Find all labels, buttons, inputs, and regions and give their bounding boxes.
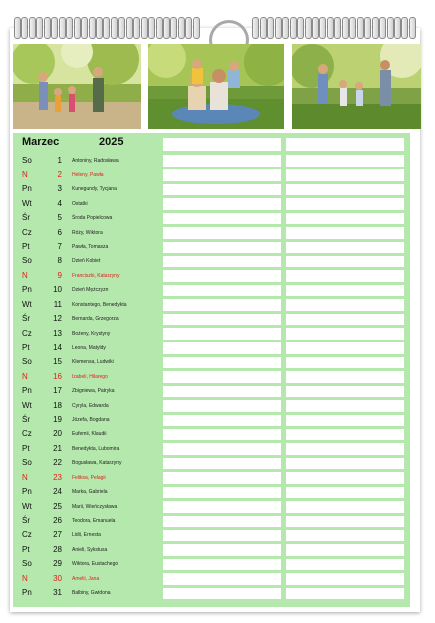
spiral-coil [319,17,326,39]
name-day-text: Balbiny, Gwidona [72,590,111,597]
notes-cell[interactable] [286,342,404,354]
day-number: 26 [53,516,62,525]
name-day-text: Marka, Gabriela [72,489,108,496]
weekday-label: N [22,472,28,482]
notes-cell[interactable] [163,588,281,600]
name-day-text: Pawła, Tomasza [72,244,109,251]
notes-cell[interactable] [286,429,404,441]
weekday-label: Wt [22,299,32,309]
notes-cell[interactable] [286,487,404,499]
notes-cell[interactable] [163,242,281,254]
notes-cell[interactable] [163,573,281,585]
name-day-text: Leona, Matyldy [72,344,106,351]
weekday-label: Śr [22,516,30,525]
notes-cell[interactable] [163,299,281,311]
spiral-coil [334,17,341,39]
spiral-coil [111,17,118,39]
day-row [0,211,435,225]
name-day-text: Feliksa, Pelagii [72,474,106,481]
weekday-label: Cz [22,530,32,540]
notes-cell[interactable] [163,400,281,412]
name-day-text: Dzień Kobiet [72,258,101,265]
family-walk-photo [13,44,141,129]
day-row [0,254,435,268]
day-number: 27 [53,530,62,540]
day-number: 3 [57,184,62,194]
day-number: 12 [53,314,62,324]
spiral-coil [141,17,148,39]
notes-cell[interactable] [163,386,281,398]
day-number: 24 [53,487,62,497]
spiral-coil [267,17,274,39]
day-row [0,586,435,600]
day-row [0,312,435,326]
day-row [0,528,435,542]
day-row [0,557,435,571]
name-day-text: Heleny, Pawła [72,171,104,178]
notes-cell[interactable] [163,501,281,513]
family-picnic-photo [148,44,284,129]
name-day-text: Józefa, Bogdana [72,417,110,424]
notes-cell[interactable] [286,314,404,326]
notes-cell[interactable] [286,516,404,528]
day-number: 23 [53,472,62,482]
spiral-coil [342,17,349,39]
day-number: 28 [53,544,62,554]
day-row [0,442,435,456]
name-day-text: Izabeli, Hilarego [72,373,108,380]
notes-cell[interactable] [163,155,281,167]
day-row [0,514,435,528]
spiral-coil [118,17,125,39]
notes-cell[interactable] [286,299,404,311]
notes-cell[interactable] [163,415,281,427]
notes-cell[interactable] [286,169,404,181]
day-number: 30 [53,573,62,583]
weekday-label: Śr [22,213,30,223]
day-row [0,283,435,297]
day-row [0,471,435,485]
name-day-text: Zbigniewa, Patryka [72,388,115,395]
name-day-text: Konstantego, Benedykta [72,301,127,308]
notes-cell[interactable] [163,458,281,470]
day-number: 13 [53,328,62,338]
name-day-text: Kunegundy, Tycjana [72,186,117,193]
weekday-label: Pn [22,487,32,497]
notes-cell[interactable] [163,198,281,210]
day-row [0,485,435,499]
weekday-label: Śr [22,314,30,324]
name-day-text: Bożeny, Krystyny [72,330,111,337]
notes-cell[interactable] [163,487,281,499]
weekday-label: Pt [22,342,30,352]
spiral-coil [349,17,356,39]
spiral-binding [10,17,420,39]
weekday-label: Wt [22,400,32,410]
spiral-coil [178,17,185,39]
notes-cell[interactable] [163,328,281,340]
name-day-text: Franciszki, Katarzyny [72,272,120,279]
spiral-coil [185,17,192,39]
day-number: 8 [57,256,62,266]
day-number: 4 [57,198,62,208]
spiral-coil [305,17,312,39]
weekday-label: So [22,256,32,266]
spiral-coil [81,17,88,39]
notes-cell[interactable] [286,501,404,513]
notes-column-1-header [163,138,281,151]
notes-column-2-header [286,138,404,151]
day-number: 5 [57,213,62,223]
notes-cell[interactable] [163,559,281,571]
name-day-text: Anieli, Sykstusa [72,546,108,553]
day-number: 29 [53,559,62,569]
weekday-label: N [22,371,28,381]
day-number: 21 [53,443,62,453]
name-day-text: Amelii, Jana [72,575,100,582]
weekday-label: Cz [22,429,32,439]
weekday-label: So [22,458,32,468]
weekday-label: Wt [22,501,32,511]
weekday-label: Pn [22,285,32,295]
spiral-coil [14,17,21,39]
spiral-coil [148,17,155,39]
notes-cell[interactable] [286,415,404,427]
weekday-label: Cz [22,227,32,237]
day-row [0,500,435,514]
name-day-text: Wiktora, Eustachego [72,561,119,568]
day-row [0,572,435,586]
spiral-coil [282,17,289,39]
day-row [0,413,435,427]
notes-cell[interactable] [163,530,281,542]
notes-cell[interactable] [286,184,404,196]
notes-cell[interactable] [286,198,404,210]
notes-cell[interactable] [163,544,281,556]
spiral-coil [36,17,43,39]
notes-cell[interactable] [286,213,404,225]
spiral-coil [170,17,177,39]
notes-cell[interactable] [163,516,281,528]
day-row [0,543,435,557]
spiral-coil [44,17,51,39]
notes-cell[interactable] [163,169,281,181]
notes-cell[interactable] [286,400,404,412]
day-row [0,399,435,413]
day-number: 31 [53,588,62,598]
day-number: 22 [53,458,62,468]
spiral-coil [401,17,408,39]
notes-cell[interactable] [163,184,281,196]
spiral-coil [364,17,371,39]
name-day-text: Dzień Mężczyzn [72,287,109,294]
notes-cell[interactable] [286,270,404,282]
notes-cell[interactable] [163,314,281,326]
spiral-coil [66,17,73,39]
notes-cell[interactable] [286,386,404,398]
weekday-label: Pt [22,544,30,554]
name-day-text: Marii, Wieńczysława [72,503,118,510]
name-day-text: Eufemii, Klaudii [72,431,107,438]
notes-cell[interactable] [163,443,281,455]
day-row [0,226,435,240]
notes-cell[interactable] [163,285,281,297]
day-row [0,154,435,168]
day-number: 20 [53,429,62,439]
day-row [0,427,435,441]
spiral-coil [74,17,81,39]
day-number: 17 [53,386,62,396]
day-row [0,182,435,196]
day-number: 9 [57,270,62,280]
notes-cell[interactable] [163,429,281,441]
day-number: 11 [53,299,62,309]
notes-cell[interactable] [286,443,404,455]
day-number: 14 [53,342,62,352]
spiral-coil [96,17,103,39]
day-number: 18 [53,400,62,410]
year-title: 2025 [99,136,124,148]
notes-cell[interactable] [286,328,404,340]
spiral-coil [193,17,200,39]
day-number: 15 [53,357,62,367]
day-row [0,341,435,355]
day-row [0,197,435,211]
weekday-label: So [22,559,32,569]
day-number: 6 [57,227,62,237]
weekday-label: Pn [22,588,32,598]
notes-cell[interactable] [286,530,404,542]
name-day-text: Róży, Wiktora [72,229,103,236]
name-day-text: Lidii, Ernesta [72,532,101,539]
name-day-text: Cyryla, Edwarda [72,402,109,409]
notes-cell[interactable] [286,256,404,268]
name-day-text: Bernarda, Grzegorza [72,316,119,323]
spiral-coil [133,17,140,39]
spiral-coil [394,17,401,39]
weekday-label: Wt [22,198,32,208]
notes-cell[interactable] [286,472,404,484]
weekday-label: Pn [22,386,32,396]
spiral-coil [89,17,96,39]
spiral-coil [59,17,66,39]
notes-cell[interactable] [286,285,404,297]
notes-cell[interactable] [286,588,404,600]
notes-cell[interactable] [286,371,404,383]
notes-cell[interactable] [163,357,281,369]
month-title: Marzec [22,136,60,148]
weekday-label: Cz [22,328,32,338]
notes-cell[interactable] [286,559,404,571]
name-day-text: Klemensa, Ludwiki [72,359,114,366]
notes-cell[interactable] [286,573,404,585]
day-number: 16 [53,371,62,381]
weekday-label: So [22,357,32,367]
day-row [0,370,435,384]
spiral-coil [126,17,133,39]
family-running-photo [292,44,421,129]
notes-cell[interactable] [163,371,281,383]
day-number: 19 [53,415,62,425]
spiral-coil [275,17,282,39]
spiral-coil [252,17,259,39]
day-row [0,355,435,369]
notes-cell[interactable] [163,213,281,225]
name-day-text: Teodora, Emanuela [72,518,116,524]
spiral-coil [156,17,163,39]
day-row [0,327,435,341]
spiral-coil [103,17,110,39]
notes-cell[interactable] [286,155,404,167]
spiral-coil [327,17,334,39]
spiral-coil [163,17,170,39]
notes-cell[interactable] [286,544,404,556]
day-row [0,168,435,182]
name-day-text: Benedykta, Lubomira [72,445,120,452]
spiral-coil [260,17,267,39]
day-row [0,456,435,470]
notes-cell[interactable] [163,256,281,268]
name-day-text: Środa Popielcowa [72,215,113,222]
spiral-coil [21,17,28,39]
day-row [0,384,435,398]
weekday-label: N [22,169,28,179]
spiral-coil [409,17,416,39]
spiral-coil [51,17,58,39]
day-number: 10 [53,285,62,295]
notes-cell[interactable] [163,472,281,484]
day-row [0,298,435,312]
day-row [0,269,435,283]
day-number: 1 [57,155,62,165]
day-row [0,240,435,254]
weekday-label: Pn [22,184,32,194]
name-day-text: Antoniny, Radosława [72,157,119,164]
weekday-label: N [22,270,28,280]
day-number: 25 [53,501,62,511]
weekday-label: Pt [22,242,30,252]
notes-cell[interactable] [286,458,404,470]
notes-cell[interactable] [286,227,404,239]
notes-cell[interactable] [163,270,281,282]
spiral-coil [357,17,364,39]
notes-cell[interactable] [286,357,404,369]
spiral-coil [379,17,386,39]
spiral-coil [290,17,297,39]
spiral-coil [29,17,36,39]
day-number: 2 [57,169,62,179]
name-day-text: Ostatki [72,200,88,207]
spiral-coil [387,17,394,39]
weekday-label: So [22,155,32,165]
weekday-label: Śr [22,415,30,425]
weekday-label: Pt [22,443,30,453]
spiral-coil [312,17,319,39]
weekday-label: N [22,573,28,583]
spiral-coil [297,17,304,39]
day-number: 7 [57,242,62,252]
name-day-text: Bogusława, Katarzyny [72,460,122,467]
notes-cell[interactable] [163,227,281,239]
notes-cell[interactable] [286,242,404,254]
spiral-coil [372,17,379,39]
notes-cell[interactable] [163,342,281,354]
